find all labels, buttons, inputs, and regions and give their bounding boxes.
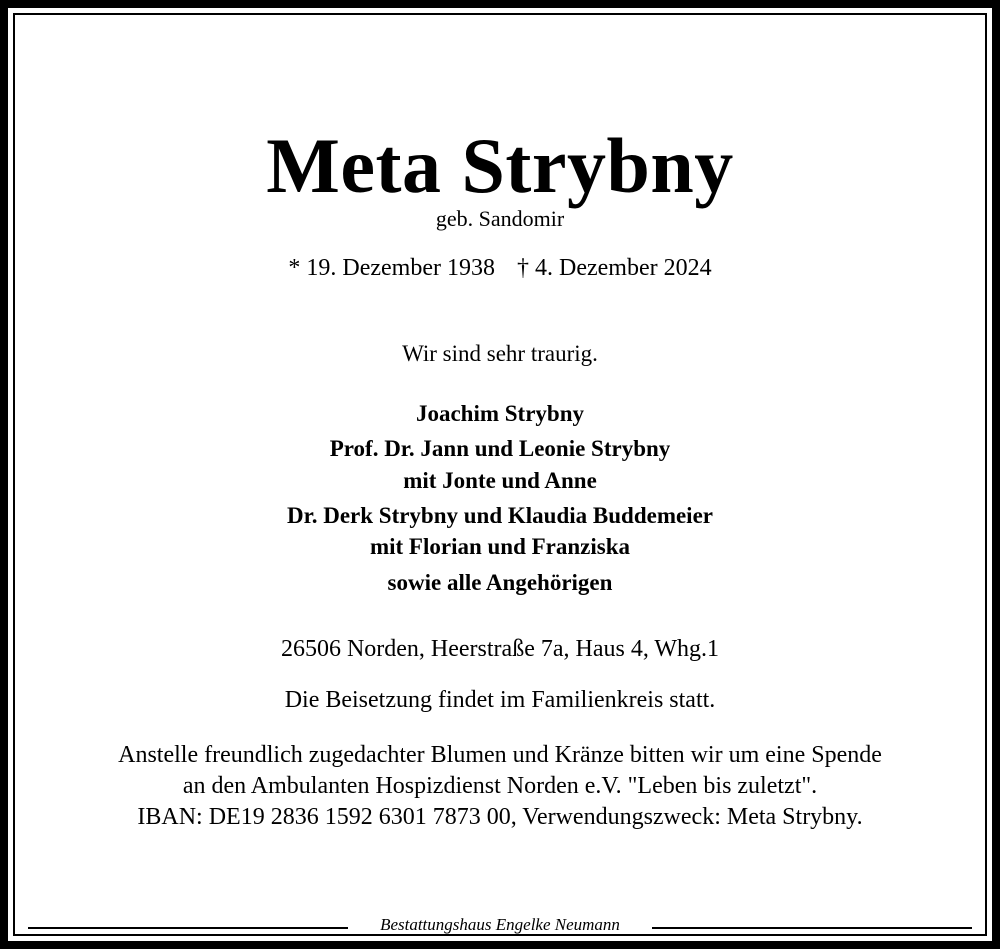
family-member: Dr. Derk Strybny und Klaudia Buddemeier — [287, 503, 713, 528]
donation-text: an den Ambulanten Hospizdienst Norden e.V. "Leben bis zuletzt". — [182, 773, 818, 799]
obituary-notice — [15, 15, 985, 934]
death-date: † 4. Dezember 2024 — [517, 255, 712, 281]
birth-date: * 19. Dezember 1938 — [288, 255, 495, 281]
address: 26506 Norden, Heerstraße 7a, Haus 4, Whg.1 — [280, 636, 720, 662]
birth-name: geb. Sandomir — [435, 206, 565, 231]
deceased-name: Meta Strybny — [266, 122, 734, 209]
family-member: Joachim Strybny — [415, 401, 585, 426]
funeral-note: Die Beisetzung findet im Familienkreis statt. — [284, 687, 716, 713]
family-member: mit Florian und Franziska — [369, 534, 631, 559]
life-dates — [15, 255, 985, 282]
donation-text: IBAN: DE19 2836 1592 6301 7873 00, Verwendungszweck: Meta Strybny. — [137, 804, 863, 830]
family-member: mit Jonte und Anne — [403, 468, 597, 493]
donation-text: Anstelle freundlich zugedachter Blumen und Kränze bitten wir um eine Spende — [118, 742, 882, 768]
family-member: Prof. Dr. Jann und Leonie Strybny — [329, 436, 671, 461]
mourning-line: Wir sind sehr traurig. — [402, 341, 598, 366]
family-member: sowie alle Angehörigen — [387, 570, 613, 595]
funeral-home: Bestattungshaus Engelke Neumann — [380, 915, 620, 934]
